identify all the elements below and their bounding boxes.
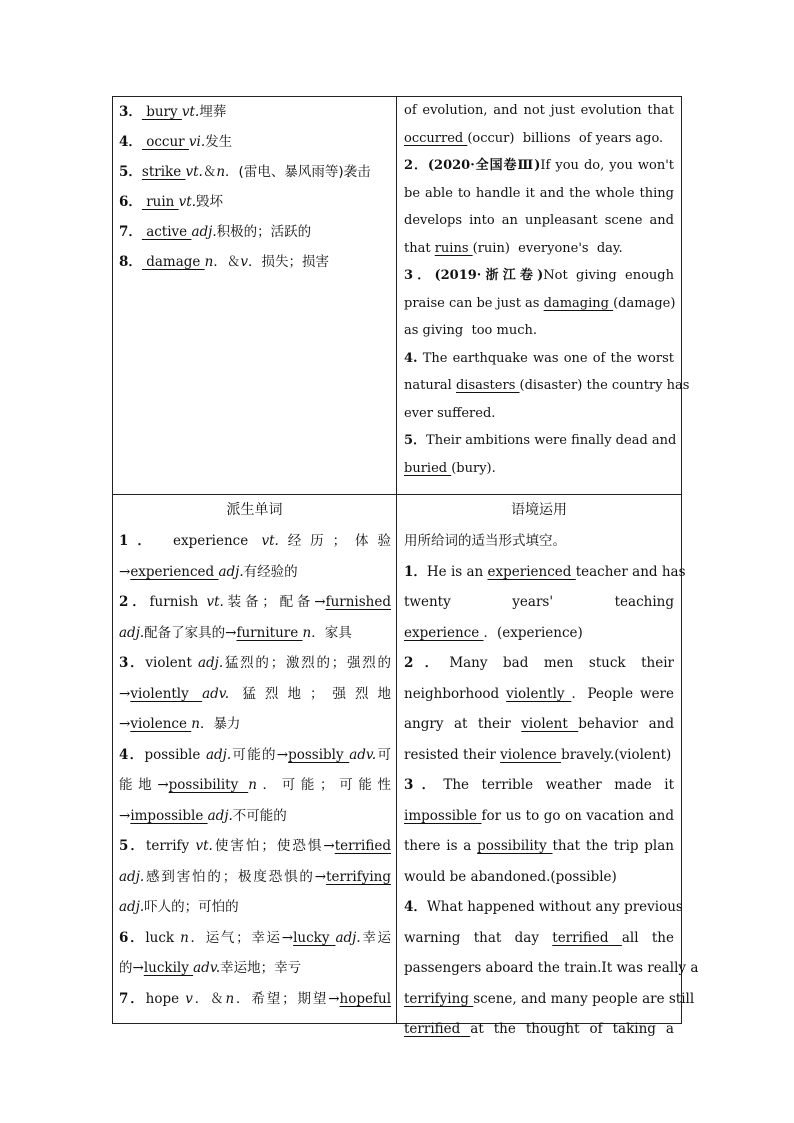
derived-line: 7．hope v．＆n．希望；期望→hopeful xyxy=(119,990,392,1007)
sentence-line: praise can be just as damaging (damage) xyxy=(404,295,676,311)
header-context-usage-label: 语境运用 xyxy=(511,502,567,518)
word: bury xyxy=(141,104,182,120)
sentence-line: of evolution, and not just evolution that xyxy=(404,103,674,118)
vocabulary-table xyxy=(112,96,699,1037)
sentence-line: 3．(2019·浙江卷)Not giving enough xyxy=(404,268,674,283)
derived-line: 能地→possibility n．可能；可能性 xyxy=(119,777,392,793)
sentence-line: buried (bury). xyxy=(404,460,496,476)
derived-line: adj.吓人的；可怕的 xyxy=(119,899,239,915)
word-item: 4． occur vi.发生 xyxy=(119,134,233,150)
sentence-line: twenty years' teaching xyxy=(404,594,674,610)
sentence-line: experience ．(experience) xyxy=(404,624,583,641)
header-derived-words xyxy=(113,495,396,525)
sentence-line: occurred (occur) billions of years ago. xyxy=(404,130,664,146)
context-sentences-bottom xyxy=(404,525,699,1037)
derived-line: 2．furnish vt.装备；配备→furnished xyxy=(119,594,391,610)
core-words-list xyxy=(119,97,391,493)
sentence-line: resisted their violence bravely.(violent) xyxy=(404,746,672,763)
derived-line: 1． experience vt.经历；体验 xyxy=(119,533,391,549)
sentence-line: would be abandoned.(possible) xyxy=(404,868,617,885)
sentence-line: neighborhood violently ．People were xyxy=(404,685,675,702)
sentence-line: warning that day terrified all the xyxy=(404,929,674,946)
derived-line: adj.感到害怕的；极度恐惧的→terrifying xyxy=(119,868,391,885)
sentence-line: as giving too much. xyxy=(404,323,537,338)
sentence-line: 4. The earthquake was one of the worst xyxy=(404,350,674,366)
derived-words-list xyxy=(119,525,391,1023)
sentence-line: that ruins (ruin) everyone's day. xyxy=(404,240,623,256)
instruction-line: 用所给词的适当形式填空。 xyxy=(404,533,566,549)
derived-line: 3．violent adj.猛烈的；激烈的；强烈的 xyxy=(119,655,392,671)
sentence-line: there is a possibility that the trip plan xyxy=(404,838,674,854)
word-item: 8． damage n．＆v．损失；损害 xyxy=(119,254,330,270)
sentence-line: impossible for us to go on vacation and xyxy=(404,807,674,824)
derived-line: 6．luck n．运气；幸运→lucky adj.幸运 xyxy=(119,929,392,946)
sentence-line: ever suffered. xyxy=(404,405,496,421)
sentence-line: 5．Their ambitions were finally dead and xyxy=(404,433,677,448)
sentence-line: 3．The terrible weather made it xyxy=(404,777,674,793)
derived-line: adj.配备了家具的→furniture n．家具 xyxy=(119,624,352,641)
sentence-line: angry at their violent behavior and xyxy=(404,716,674,732)
column-divider xyxy=(396,97,397,1023)
sentence-line: 4．What happened without any previous xyxy=(404,899,683,915)
header-derived-words-label: 派生单词 xyxy=(226,502,283,518)
derived-line: 的→luckily adv.幸运地；幸亏 xyxy=(119,960,302,976)
derived-line: →violence n．暴力 xyxy=(119,716,241,732)
derived-line: →violently adv. 猛烈地；强烈地 xyxy=(119,685,392,702)
header-context-usage xyxy=(397,495,681,525)
sentence-line: passengers aboard the train.It was really a xyxy=(404,960,699,976)
derived-line: 5．terrify vt.使害怕；使恐惧→terrified xyxy=(119,838,391,854)
sentence-line: 1．He is an experienced teacher and has xyxy=(404,563,686,580)
sentence-line: natural disasters (disaster) the country has xyxy=(404,378,690,393)
item-number: 3． xyxy=(119,104,142,120)
context-sentences-top xyxy=(404,97,690,493)
derived-line: 4．possible adj.可能的→possibly adv.可 xyxy=(119,746,392,763)
derived-line: →experienced adj.有经验的 xyxy=(119,563,298,580)
sentence-line: develops into an unpleasant scene and xyxy=(404,213,674,228)
sentence-line: terrified at the thought of taking a xyxy=(404,1021,674,1037)
word-item: 5．strike vt.＆n．(雷电、暴风雨等)袭击 xyxy=(119,164,371,180)
sentence-line: 2．(2020·全国卷Ⅲ)If you do, you won't xyxy=(404,158,674,173)
sentence-line: be able to handle it and the whole thing xyxy=(404,185,674,201)
word-item: 6． ruin vt.毁坏 xyxy=(119,194,223,210)
sentence-line: 2．Many bad men stuck their xyxy=(404,655,674,671)
word-item: 7． active adj.积极的；活跃的 xyxy=(119,224,312,240)
derived-line: →impossible adj.不可能的 xyxy=(119,807,287,824)
sentence-line: terrifying scene, and many people are still xyxy=(404,990,695,1007)
word-item: 3． bury vt.埋葬 xyxy=(119,104,227,120)
